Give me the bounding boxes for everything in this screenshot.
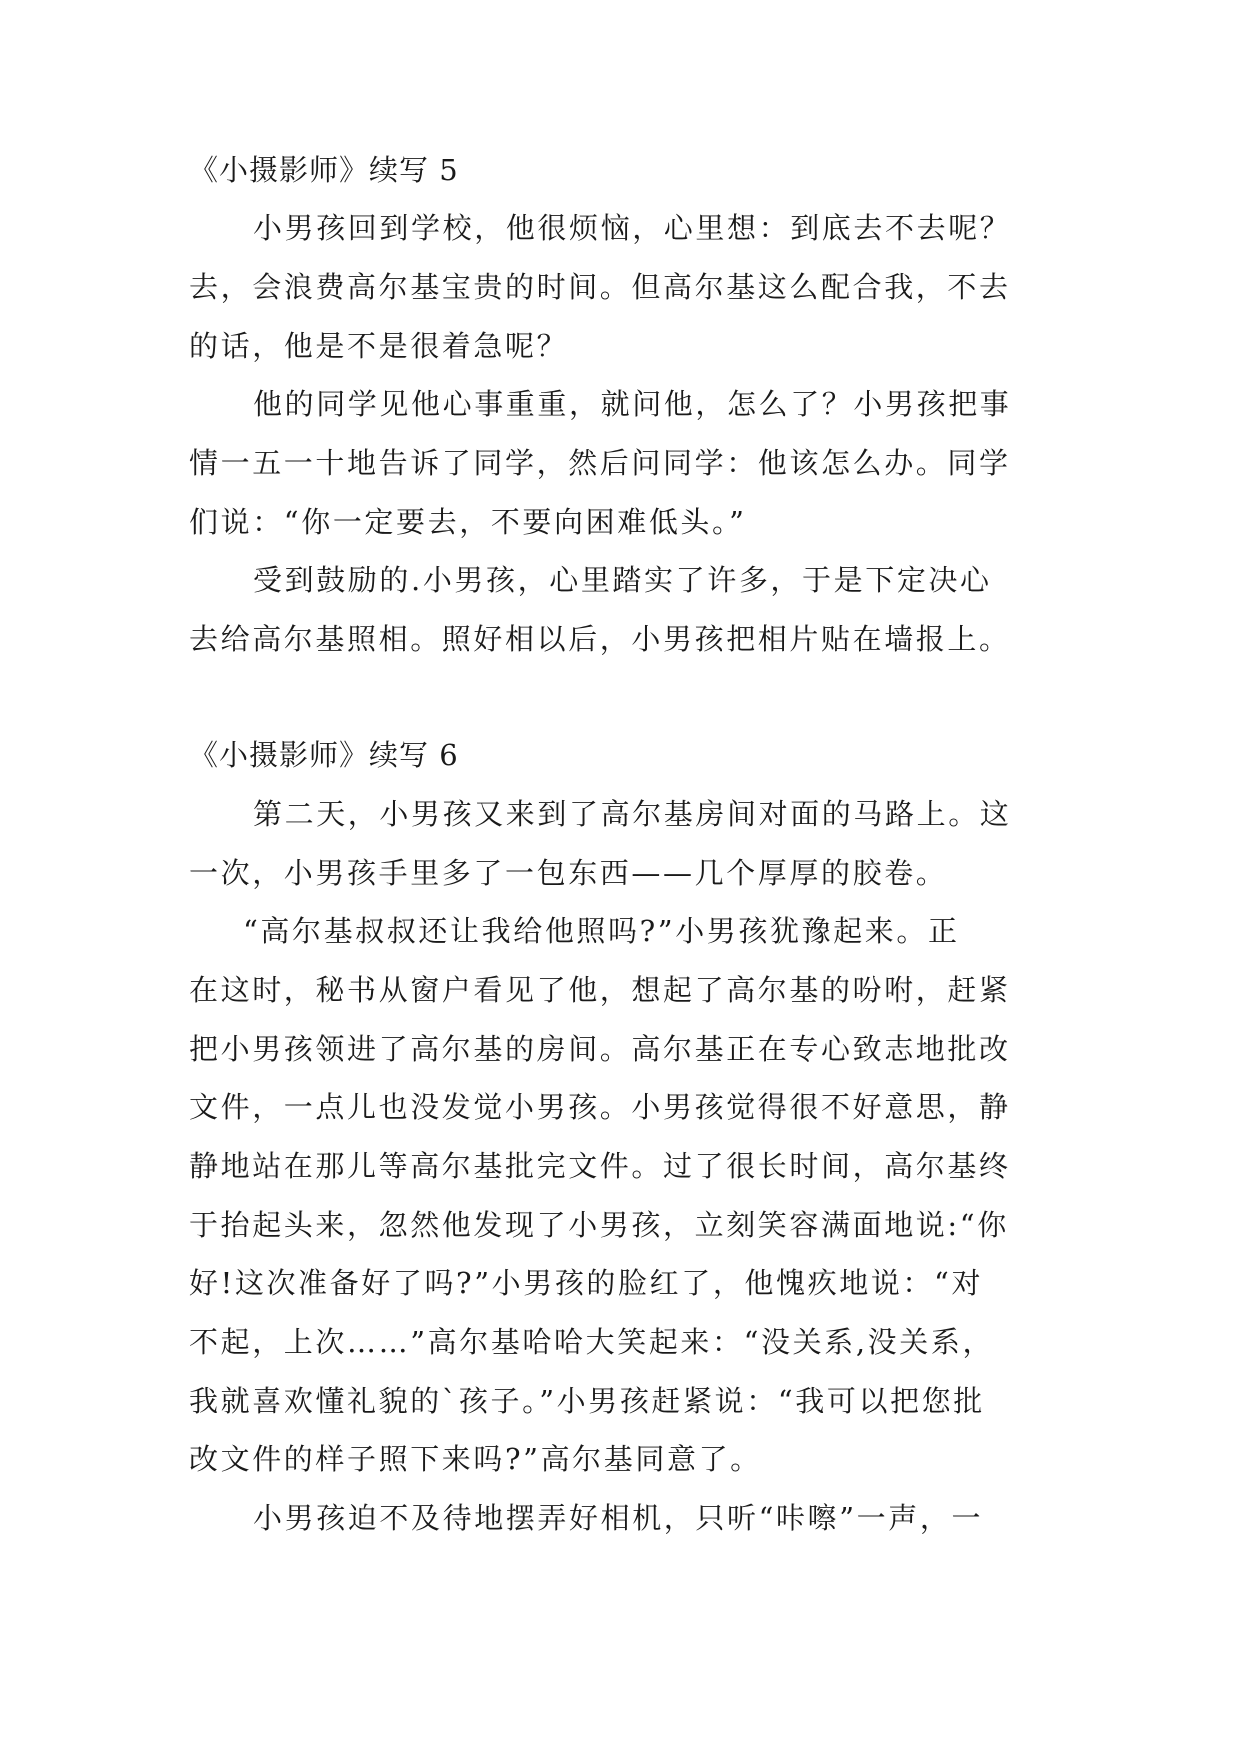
- text-line: 改文件的样子照下来吗?”高尔基同意了。: [189, 1442, 762, 1476]
- text-line: 们说：“你一定要去，不要向困难低头。”: [189, 505, 747, 539]
- text-line: 他的同学见他心事重重，就问他，怎么了？小男孩把事: [253, 387, 1012, 421]
- text-line: 把小男孩领进了高尔基的房间。高尔基正在专心致志地批改: [189, 1032, 1011, 1066]
- text-line: 情一五一十地告诉了同学，然后问同学：他该怎么办。同学: [189, 446, 1011, 480]
- section-title-6: 《小摄影师》续写 6: [189, 738, 459, 772]
- text-line: 在这时，秘书从窗户看见了他，想起了高尔基的吩咐，赶紧: [189, 973, 1011, 1007]
- text-line: 好!这次准备好了吗?”小男孩的脸红了，他愧疚地说：“对: [189, 1266, 984, 1300]
- text-line: 文件，一点儿也没发觉小男孩。小男孩觉得很不好意思，静: [189, 1090, 1011, 1124]
- text-line: 一次，小男孩手里多了一包东西——几个厚厚的胶卷。: [189, 856, 948, 890]
- text-line: 去，会浪费高尔基宝贵的时间。但高尔基这么配合我，不去: [189, 270, 1011, 304]
- text-line: 静地站在那儿等高尔基批完文件。过了很长时间，高尔基终: [189, 1149, 1011, 1183]
- text-line: 小男孩迫不及待地摆弄好相机，只听“咔嚓”一声，一: [253, 1501, 984, 1535]
- text-line: 第二天，小男孩又来到了高尔基房间对面的马路上。这: [253, 797, 1012, 831]
- section-title-5: 《小摄影师》续写 5: [189, 153, 459, 187]
- text-line: 的话，他是不是很着急呢？: [189, 329, 569, 363]
- text-line: 于抬起头来，忽然他发现了小男孩，立刻笑容满面地说:“你: [189, 1208, 1009, 1242]
- text-line: 小男孩回到学校，他很烦恼，心里想：到底去不去呢？: [253, 211, 1012, 245]
- text-line: 我就喜欢懂礼貌的`孩子。”小男孩赶紧说：“我可以把您批: [189, 1384, 985, 1418]
- text-line: 不起，上次……”高尔基哈哈大笑起来：“没关系,没关系，: [189, 1325, 995, 1359]
- text-line: 受到鼓励的.小男孩，心里踏实了许多，于是下定决心: [253, 563, 992, 597]
- text-line: “高尔基叔叔还让我给他照吗?”小男孩犹豫起来。正: [243, 914, 960, 948]
- text-line: 去给高尔基照相。照好相以后，小男孩把相片贴在墙报上。: [189, 622, 1011, 656]
